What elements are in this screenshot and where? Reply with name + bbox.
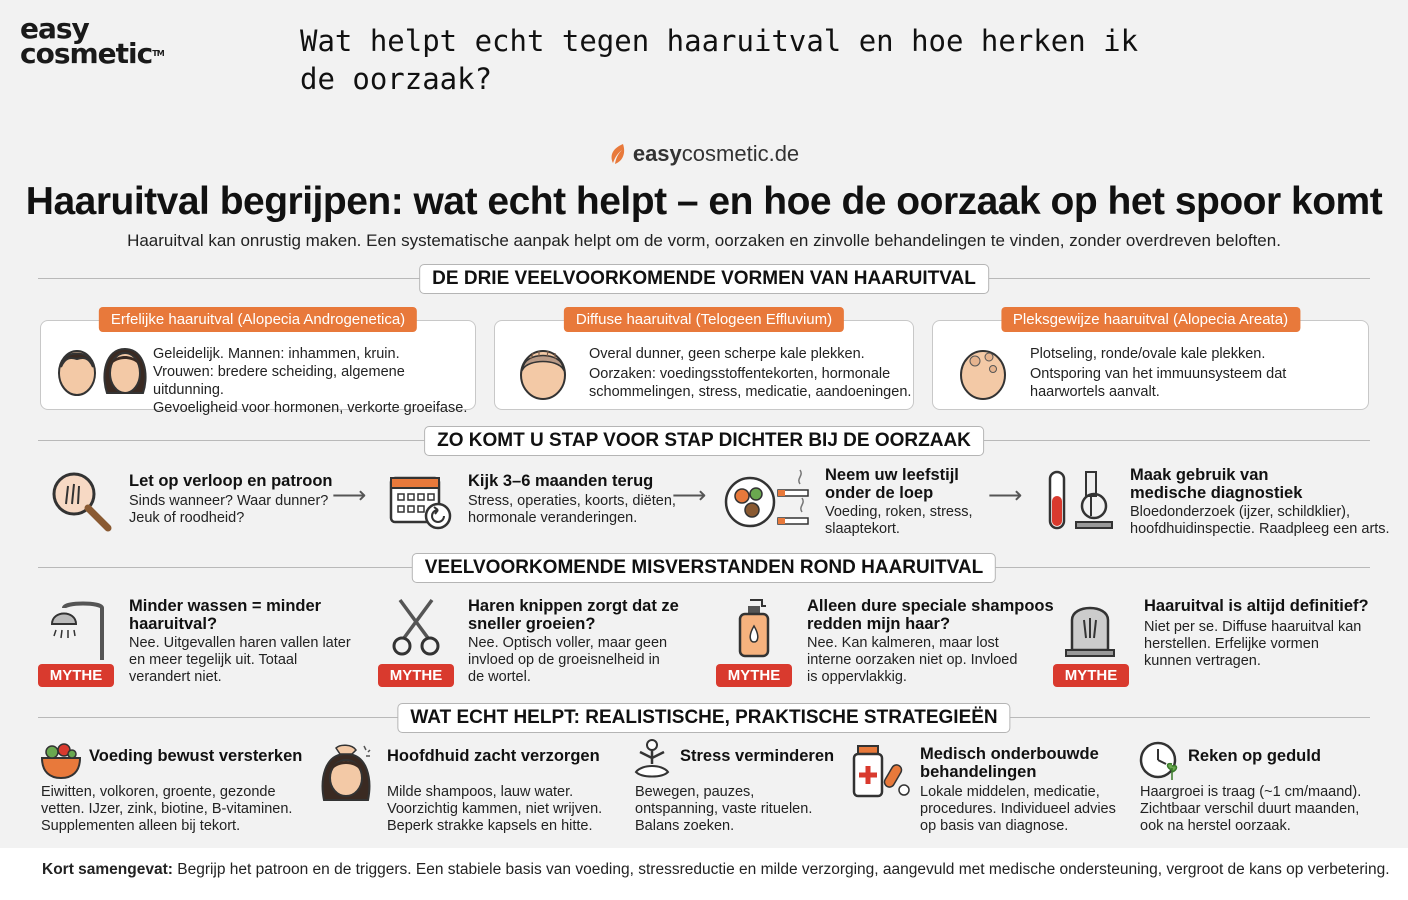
- help-text-line: Supplementen alleen bij tekort.: [41, 818, 241, 834]
- help-text-line: Milde shampoos, lauw water.: [387, 784, 574, 800]
- step-text-line: Bloedonderzoek (ijzer, schildklier),: [1130, 504, 1351, 520]
- help-title: [680, 747, 834, 765]
- help-text-line: op basis van diagnose.: [920, 818, 1069, 834]
- help-text-line: Voorzichtig kammen, niet wrijven.: [387, 801, 603, 817]
- myth-title-line: haaruitval?: [129, 615, 218, 633]
- shampoo-bottle-icon: [736, 598, 772, 658]
- gravestone-hair-icon: [1064, 598, 1116, 658]
- test-tube-microscope-icon: [1046, 466, 1116, 532]
- step-text: [1130, 504, 1390, 538]
- help-title-line: Medisch onderbouwde: [920, 745, 1099, 763]
- myth-text-line: Niet per se. Diffuse haaruitval kan: [1144, 619, 1362, 635]
- section-label-forms: DE DRIE VEELVOORKOMENDE VORMEN VAN HAARUITVAL: [419, 264, 989, 294]
- step-text-line: Jeuk of roodheid?: [129, 510, 245, 526]
- leaf-icon: [609, 143, 627, 165]
- myth-badge: MYTHE: [378, 664, 454, 687]
- myth-badge: MYTHE: [716, 664, 792, 687]
- form-card-androgenetic: [40, 311, 476, 416]
- magnifier-hair-icon: [48, 468, 114, 532]
- help-text-line: ontspanning, vaste rituelen.: [635, 801, 813, 817]
- arrow-right-icon: ⟶: [332, 482, 367, 509]
- clock-plant-icon: [1138, 740, 1182, 782]
- food-bowl-icon: [40, 740, 82, 780]
- form-line: Plotseling, ronde/ovale kale plekken.: [1030, 346, 1266, 362]
- help-text-line: Haargroei is traag (~1 cm/maand).: [1140, 784, 1362, 800]
- form-tag: Pleksgewijze haaruitval (Alopecia Areata): [1001, 307, 1300, 332]
- form-line: schommelingen, stress, medicatie, aandoeningen.: [589, 384, 912, 400]
- arrow-right-icon: ⟶: [672, 482, 707, 509]
- myth-title-line: Haren knippen zorgt dat ze: [468, 597, 679, 615]
- food-smoking-icon: [722, 468, 814, 532]
- step-title-line: medische diagnostiek: [1130, 484, 1303, 502]
- help-text-line: ook na herstel oorzaak.: [1140, 818, 1291, 834]
- site-brand: [0, 141, 1408, 167]
- site-brand-bold: easy: [632, 141, 682, 166]
- step-text-line: hoofdhuidinspectie. Raadpleeg een arts.: [1130, 521, 1390, 537]
- form-line: Vrouwen: bredere scheiding, algemene uitdunning.: [153, 364, 405, 398]
- form-line: Overal dunner, geen scherpe kale plekken.: [589, 346, 865, 362]
- arrow-right-icon: ⟶: [988, 482, 1023, 509]
- help-title-line: behandelingen: [920, 763, 1037, 781]
- myth-text-line: de wortel.: [468, 669, 531, 685]
- step-text-line: slaaptekort.: [825, 521, 900, 537]
- step-text-line: Voeding, roken, stress,: [825, 504, 973, 520]
- help-title-line: Voeding bewust versterken: [89, 747, 303, 765]
- help-text: [635, 784, 812, 835]
- help-title: [920, 745, 1099, 781]
- summary-label: Kort samengevat:: [42, 861, 173, 878]
- myth-text-line: Nee. Optisch voller, maar geen: [468, 635, 668, 651]
- medicine-icon: [852, 744, 912, 800]
- help-text-line: Bewegen, pauzes,: [635, 784, 755, 800]
- help-title: [89, 747, 302, 765]
- section-label-help: WAT ECHT HELPT: REALISTISCHE, PRAKTISCHE STRATEGIEËN: [397, 703, 1010, 733]
- help-text-line: Eiwitten, volkoren, groente, gezonde: [41, 784, 276, 800]
- myth-text-line: kunnen vertragen.: [1144, 653, 1261, 669]
- step-text: [825, 504, 973, 538]
- main-title: Haaruitval begrijpen: wat echt helpt – en hoe de oorzaak op het spoor komt: [25, 180, 1383, 223]
- myth-text-line: Nee. Kan kalmeren, maar lost: [807, 635, 999, 651]
- step-title-line: Kijk 3–6 maanden terug: [468, 472, 654, 490]
- help-title: [387, 747, 600, 765]
- thinning-head-icon: [517, 345, 569, 401]
- form-line: haarwortels aanvalt.: [1030, 384, 1160, 400]
- help-text: [41, 784, 292, 835]
- form-card-areata: [932, 311, 1369, 410]
- form-line: Ontsporing van het immuunsysteem dat: [1030, 366, 1287, 382]
- step-text-line: Stress, operaties, koorts, diëten,: [468, 493, 676, 509]
- help-text-line: Balans zoeken.: [635, 818, 735, 834]
- myth-text-line: is oppervlakkig.: [807, 669, 907, 685]
- section-label-steps: ZO KOMT U STAP VOOR STAP DICHTER BIJ DE OORZAAK: [424, 426, 984, 456]
- myth-text-line: verandert niet.: [129, 669, 222, 685]
- help-title-line: Stress verminderen: [680, 747, 835, 765]
- help-text-line: vetten. IJzer, zink, biotine, B-vitaminen.: [41, 801, 293, 817]
- step-title: [129, 472, 333, 490]
- form-tag: Diffuse haaruitval (Telogeen Effluvium): [564, 307, 844, 332]
- logo-trademark: TM: [152, 49, 164, 58]
- myth-text-line: Nee. Uitgevallen haren vallen later: [129, 635, 351, 651]
- myth-title: [807, 597, 1054, 633]
- myth-text-line: interne oorzaken niet op. Invloed: [807, 652, 1018, 668]
- form-line: Oorzaken: voedingsstoffentekorten, hormonale: [589, 366, 891, 382]
- step-title: [1130, 466, 1302, 502]
- step-title-line: onder de loep: [825, 484, 934, 502]
- help-title: [1188, 747, 1321, 765]
- myth-title-line: redden mijn haar?: [807, 615, 951, 633]
- meditation-icon: [632, 738, 672, 780]
- shower-icon: [48, 598, 108, 660]
- site-brand-rest: cosmetic.de: [681, 141, 800, 166]
- myth-text-line: invloed op de groeisnelheid in: [468, 652, 660, 668]
- myth-text: [468, 635, 667, 686]
- bald-patches-head-icon: [957, 345, 1009, 401]
- form-description: [589, 345, 911, 401]
- myth-title-line: Alleen dure speciale shampoos: [807, 597, 1054, 615]
- intro-text: Haaruitval kan onrustig maken. Een systematische aanpak helpt om de vorm, oorzaken en zinvolle behandelingen te vinden, zonder overdreven beloften.: [127, 231, 1281, 250]
- summary-text: [42, 861, 1390, 879]
- myth-text: [129, 635, 351, 686]
- myth-text: [1144, 619, 1361, 670]
- summary-body: Begrijp het patroon en de triggers. Een stabiele basis van voeding, stressreductie en milde verzorging, aangevuld met medische ondersteuning, vergroot de kans op verbetering.: [172, 861, 1390, 878]
- step-text: [129, 493, 328, 527]
- form-tag: Erfelijke haaruitval (Alopecia Androgenetica): [99, 307, 417, 332]
- form-card-telogen: [494, 311, 914, 410]
- logo-line-2: cosmetic: [20, 37, 153, 70]
- myth-text-line: en meer tegelijk uit. Totaal: [129, 652, 298, 668]
- page-question: Wat helpt echt tegen haaruitval en hoe herken ik de oorzaak?: [300, 24, 1139, 96]
- section-label-myths: VEELVOORKOMENDE MISVERSTANDEN ROND HAARUITVAL: [412, 553, 996, 583]
- step-text: [468, 493, 676, 527]
- form-line: Geleidelijk. Mannen: inhammen, kruin.: [153, 346, 400, 362]
- step-text-line: hormonale veranderingen.: [468, 510, 638, 526]
- step-title-line: Neem uw leefstijl: [825, 466, 959, 484]
- help-text-line: Lokale middelen, medicatie,: [920, 784, 1100, 800]
- form-line: Gevoeligheid voor hormonen, verkorte groeifase.: [153, 400, 468, 416]
- step-title-line: Let op verloop en patroon: [129, 472, 333, 490]
- form-description: [153, 345, 475, 417]
- myth-title-line: sneller groeien?: [468, 615, 596, 633]
- man-woman-heads-icon: [55, 345, 147, 397]
- myth-badge: MYTHE: [38, 664, 114, 687]
- help-text: [920, 784, 1116, 835]
- myth-badge: MYTHE: [1053, 664, 1129, 687]
- scalp-care-icon: [318, 742, 376, 802]
- myth-text: [807, 635, 1017, 686]
- myth-text-line: herstellen. Erfelijke vormen: [1144, 636, 1319, 652]
- myth-title-line: Haaruitval is altijd definitief?: [1144, 597, 1369, 615]
- scissors-icon: [390, 598, 442, 658]
- help-text: [1140, 784, 1361, 835]
- step-title-line: Maak gebruik van: [1130, 466, 1269, 484]
- brand-logo: [20, 12, 164, 70]
- help-text-line: Zichtbaar verschil duurt maanden,: [1140, 801, 1360, 817]
- logo-line-1: easy: [20, 12, 89, 45]
- calendar-back-icon: [388, 470, 454, 532]
- myth-title-line: Minder wassen = minder: [129, 597, 322, 615]
- help-text-line: Beperk strakke kapsels en hitte.: [387, 818, 593, 834]
- myth-title: [468, 597, 679, 633]
- step-title: [468, 472, 653, 490]
- step-title: [825, 466, 959, 502]
- myth-title: [1144, 597, 1369, 615]
- help-text-line: procedures. Individueel advies: [920, 801, 1116, 817]
- myth-title: [129, 597, 321, 633]
- step-text-line: Sinds wanneer? Waar dunner?: [129, 493, 329, 509]
- form-description: [1030, 345, 1286, 401]
- help-title-line: Hoofdhuid zacht verzorgen: [387, 747, 600, 765]
- help-title-line: Reken op geduld: [1188, 747, 1321, 765]
- help-text: [387, 784, 602, 835]
